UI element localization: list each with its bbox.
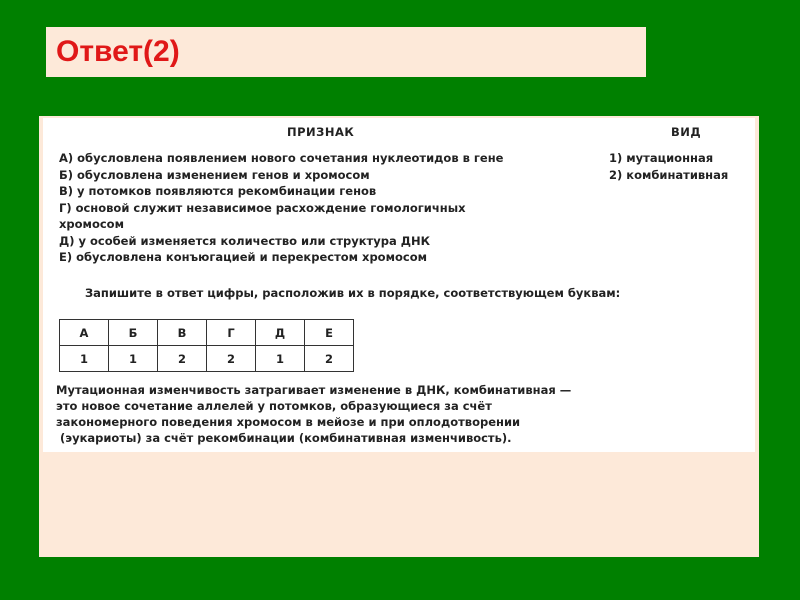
instruction-text: Запишите в ответ цифры, расположив их в порядке, соответствующем буквам: xyxy=(85,286,621,300)
digit-cell: 2 xyxy=(158,346,207,372)
slide-title: Ответ(2) xyxy=(56,35,180,68)
sign-d: Д) у особей изменяется количество или структура ДНК xyxy=(59,233,430,248)
letter-cell: А xyxy=(60,320,109,346)
type-2: 2) комбинативная xyxy=(609,167,729,182)
letter-cell: Е xyxy=(305,320,354,346)
types-list xyxy=(609,150,728,183)
digit-cell: 1 xyxy=(60,346,109,372)
header-type: ВИД xyxy=(671,125,702,139)
digit-cell: 1 xyxy=(256,346,305,372)
explanation-line: (эукариоты) за счёт рекомбинации (комбинативная изменчивость). xyxy=(56,431,512,445)
digits-row xyxy=(60,346,354,372)
letter-cell: Д xyxy=(256,320,305,346)
explanation-line: Мутационная изменчивость затрагивает изменение в ДНК, комбинативная — xyxy=(56,383,572,397)
explanation xyxy=(56,382,571,446)
sign-g-continued: хромосом xyxy=(59,217,124,231)
explanation-line: закономерного поведения хромосом в мейозе и при оплодотворении xyxy=(56,415,521,429)
sign-e: Е) обусловлена конъюгацией и перекрестом хромосом xyxy=(59,250,428,264)
digit-cell: 1 xyxy=(109,346,158,372)
type-1: 1) мутационная xyxy=(609,151,714,165)
sign-v: В) у потомков появляются рекомбинации генов xyxy=(59,184,377,198)
letter-cell: Г xyxy=(207,320,256,346)
signs-list xyxy=(59,150,503,266)
sign-g: Г) основой служит независимое расхождение гомологичных xyxy=(59,200,466,215)
letter-cell: Б xyxy=(109,320,158,346)
sign-b: Б) обусловлена изменением генов и хромосом xyxy=(59,167,370,182)
digit-cell: 2 xyxy=(207,346,256,372)
digit-cell: 2 xyxy=(305,346,354,372)
answer-table xyxy=(59,319,354,372)
letter-cell: В xyxy=(158,320,207,346)
letters-row xyxy=(60,320,354,346)
task-sheet xyxy=(43,118,755,452)
title-box xyxy=(46,27,646,77)
sign-a: А) обусловлена появлением нового сочетания нуклеотидов в гене xyxy=(59,151,504,165)
explanation-line: это новое сочетание аллелей у потомков, образующиеся за счёт xyxy=(56,399,492,413)
header-sign: ПРИЗНАК xyxy=(287,125,355,139)
